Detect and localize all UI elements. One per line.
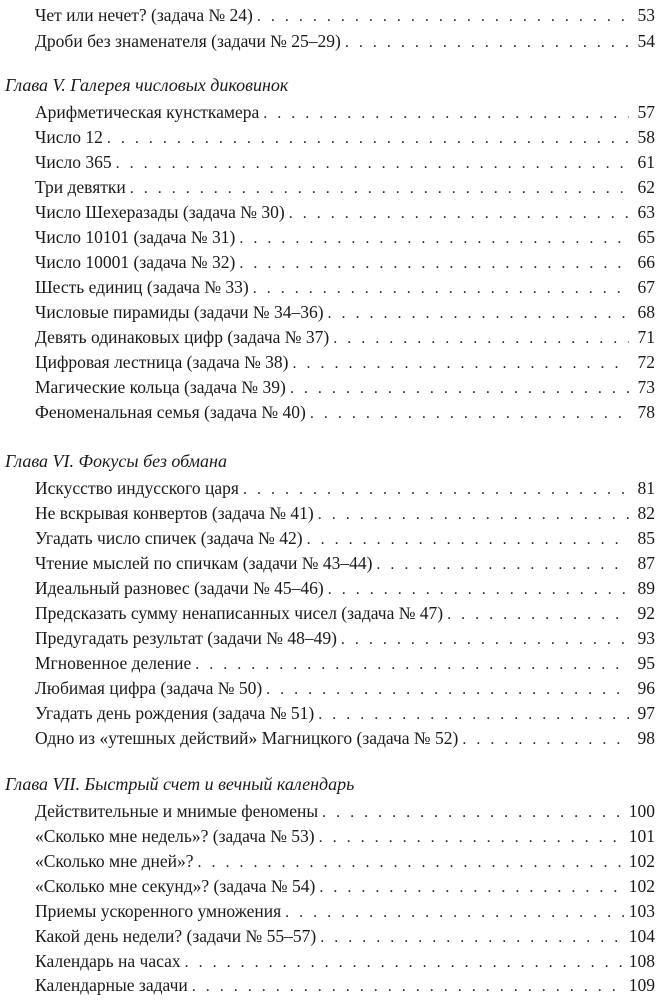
entry-page-number: 89 xyxy=(637,578,655,598)
toc-entry[interactable] xyxy=(35,2,655,28)
toc-entry[interactable] xyxy=(35,149,655,175)
entry-page-number: 58 xyxy=(637,127,655,147)
entry-title: Число 10101 (задача № 31) xyxy=(35,227,236,247)
entry-page-number: 62 xyxy=(637,177,655,197)
toc-entry[interactable] xyxy=(35,972,655,998)
entry-page-number: 63 xyxy=(637,202,655,222)
entry-page-number: 68 xyxy=(637,302,655,322)
dot-leader xyxy=(310,401,629,427)
toc-entry[interactable] xyxy=(35,324,655,350)
toc-entry[interactable] xyxy=(35,224,655,250)
toc-entry[interactable] xyxy=(35,274,655,300)
chapter-heading: Глава V. Галерея числовых диковинок xyxy=(5,75,289,95)
entry-title: Число 12 xyxy=(35,127,103,147)
toc-entry[interactable] xyxy=(35,675,655,701)
dot-leader xyxy=(462,727,629,753)
entry-title: Угадать день рождения (задача № 51) xyxy=(35,703,315,723)
entry-page-number: 78 xyxy=(637,402,655,422)
dot-leader xyxy=(257,4,629,30)
toc-entry[interactable] xyxy=(35,299,655,325)
entry-page-number: 98 xyxy=(637,728,655,748)
entry-title: «Сколько мне недель»? (задача № 53) xyxy=(35,826,315,846)
entry-title: Число 365 xyxy=(35,152,112,172)
toc-entry[interactable] xyxy=(35,500,655,526)
toc-entry[interactable] xyxy=(35,475,655,501)
toc-entry[interactable] xyxy=(35,725,655,751)
entry-title: Одно из «утешных действий» Магницкого (задача № 52) xyxy=(35,728,459,748)
entry-title: Календарь на часах xyxy=(35,951,181,971)
toc-entry[interactable] xyxy=(35,99,655,125)
entry-page-number: 85 xyxy=(637,528,655,548)
toc-entry[interactable] xyxy=(35,848,655,874)
chapter-heading: Глава VI. Фокусы без обмана xyxy=(5,451,227,471)
entry-title: Какой день недели? (задачи № 55–57) xyxy=(35,926,317,946)
entry-title: Чтение мыслей по спичкам (задачи № 43–44) xyxy=(35,553,373,573)
entry-title: Число 10001 (задача № 32) xyxy=(35,252,236,272)
entry-title: Предугадать результат (задачи № 48–49) xyxy=(35,628,337,648)
entry-page-number: 73 xyxy=(637,377,655,397)
entry-title: Предсказать сумму ненаписанных чисел (задача № 47) xyxy=(35,603,444,623)
entry-title: Приемы ускоренного умножения xyxy=(35,901,282,921)
entry-title: «Сколько мне секунд»? (задача № 54) xyxy=(35,876,316,896)
toc-entry[interactable] xyxy=(35,124,655,150)
entry-page-number: 54 xyxy=(637,31,655,51)
entry-title: «Сколько мне дней»? xyxy=(35,851,194,871)
toc-entry[interactable] xyxy=(35,374,655,400)
toc-entry[interactable] xyxy=(35,28,655,54)
dot-leader xyxy=(192,974,625,1000)
toc-entry[interactable] xyxy=(35,873,655,899)
entry-page-number: 71 xyxy=(637,327,655,347)
entry-page-number: 53 xyxy=(637,5,655,25)
toc-entry[interactable] xyxy=(35,798,655,824)
toc-entry[interactable] xyxy=(35,823,655,849)
entry-title: Арифметическая кунсткамера xyxy=(35,102,260,122)
entry-page-number: 109 xyxy=(628,975,655,995)
entry-page-number: 82 xyxy=(637,503,655,523)
entry-title: Действительные и мнимые феномены xyxy=(35,801,319,821)
entry-title: Любимая цифра (задача № 50) xyxy=(35,678,263,698)
toc-entry[interactable] xyxy=(35,600,655,626)
entry-title: Угадать число спичек (задача № 42) xyxy=(35,528,303,548)
entry-page-number: 66 xyxy=(637,252,655,272)
entry-title: Магические кольца (задача № 39) xyxy=(35,377,286,397)
entry-page-number: 101 xyxy=(628,826,655,846)
toc-entry[interactable] xyxy=(35,174,655,200)
entry-title: Три девятки xyxy=(35,177,126,197)
entry-title: Число Шехеразады (задача № 30) xyxy=(35,202,285,222)
entry-page-number: 61 xyxy=(637,152,655,172)
entry-page-number: 108 xyxy=(628,951,655,971)
entry-page-number: 103 xyxy=(628,901,655,921)
toc-entry[interactable] xyxy=(35,249,655,275)
toc-entry[interactable] xyxy=(35,199,655,225)
entry-title: Искусство индусского царя xyxy=(35,478,239,498)
entry-title: Мгновенное деление xyxy=(35,653,192,673)
entry-page-number: 100 xyxy=(628,801,655,821)
entry-page-number: 97 xyxy=(637,703,655,723)
toc-entry[interactable] xyxy=(35,525,655,551)
entry-page-number: 67 xyxy=(637,277,655,297)
entry-title: Чет или нечет? (задача № 24) xyxy=(35,5,253,25)
entry-title: Шесть единиц (задача № 33) xyxy=(35,277,249,297)
entry-title: Девять одинаковых цифр (задача № 37) xyxy=(35,327,330,347)
toc-entry[interactable] xyxy=(35,625,655,651)
entry-page-number: 102 xyxy=(628,876,655,896)
toc-entry[interactable] xyxy=(35,650,655,676)
entry-page-number: 96 xyxy=(637,678,655,698)
entry-page-number: 92 xyxy=(637,603,655,623)
toc-entry[interactable] xyxy=(35,898,655,924)
entry-title: Числовые пирамиды (задачи № 34–36) xyxy=(35,302,324,322)
entry-page-number: 57 xyxy=(637,102,655,122)
dot-leader xyxy=(345,30,629,56)
entry-title: Календарные задачи xyxy=(35,975,188,995)
entry-page-number: 87 xyxy=(637,553,655,573)
entry-title: Идеальный разновес (задачи № 45–46) xyxy=(35,578,324,598)
entry-page-number: 93 xyxy=(637,628,655,648)
entry-page-number: 95 xyxy=(637,653,655,673)
toc-entry[interactable] xyxy=(35,700,655,726)
toc-entry[interactable] xyxy=(35,550,655,576)
entry-page-number: 72 xyxy=(637,352,655,372)
entry-title: Не вскрывая конвертов (задача № 41) xyxy=(35,503,314,523)
toc-entry[interactable] xyxy=(35,575,655,601)
entry-page-number: 81 xyxy=(637,478,655,498)
entry-page-number: 65 xyxy=(637,227,655,247)
entry-page-number: 104 xyxy=(628,926,655,946)
entry-title: Дроби без знаменателя (задачи № 25–29) xyxy=(35,31,341,51)
entry-title: Феноменальная семья (задача № 40) xyxy=(35,402,306,422)
entry-page-number: 102 xyxy=(628,851,655,871)
toc-entry[interactable] xyxy=(35,948,655,974)
toc-entry[interactable] xyxy=(35,399,655,425)
toc-entry[interactable] xyxy=(35,349,655,375)
toc-entry[interactable] xyxy=(35,923,655,949)
chapter-heading: Глава VII. Быстрый счет и вечный календарь xyxy=(5,774,355,794)
entry-title: Цифровая лестница (задача № 38) xyxy=(35,352,289,372)
